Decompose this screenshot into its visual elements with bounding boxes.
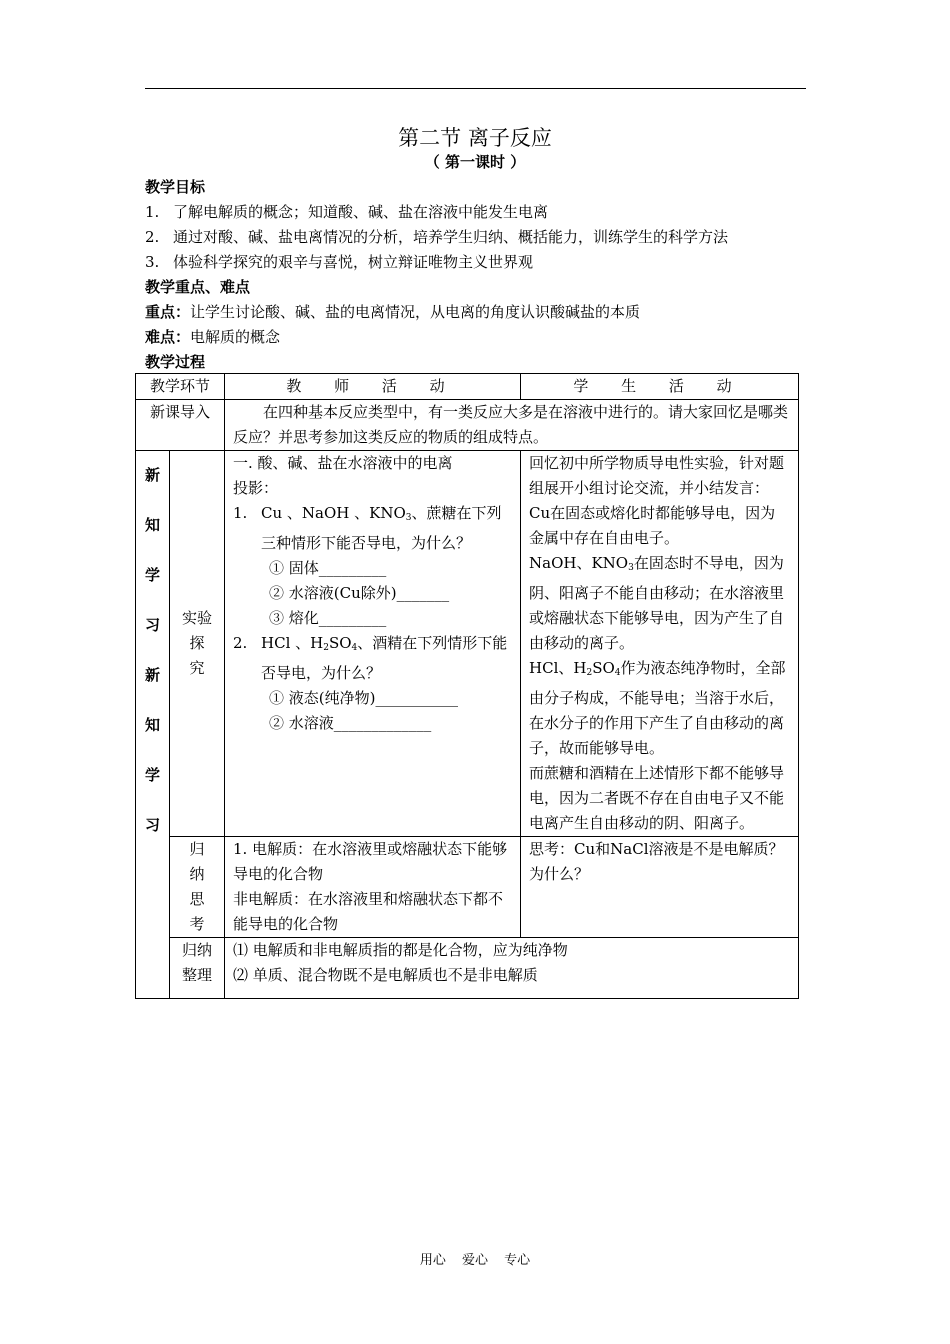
goal-item-2 bbox=[145, 227, 728, 247]
subscript: 4 bbox=[351, 643, 358, 653]
section-label-cell bbox=[136, 451, 170, 999]
intro-text: 在四种基本反应类型中，有一类反应大多是在溶液中进行的。请大家回忆是哪类反应？并思考参加这类反应的物质的组成特点。 bbox=[225, 400, 799, 451]
experiment-row bbox=[136, 451, 799, 837]
q2-option: ① 液态(纯净物)___________ bbox=[269, 689, 458, 707]
student-text-part: 作为液态纯净物时，全部由分子构成，不能导电；当溶于水后，在水分子的作用下产生了自由移动的离子，故而能够导电。 bbox=[529, 659, 786, 757]
induction-row bbox=[136, 837, 799, 938]
q1-option: ③ 熔化_________ bbox=[269, 609, 387, 627]
question-number: 1. bbox=[233, 504, 248, 522]
section-char: 学 bbox=[144, 566, 160, 584]
difficulty-label: 难点： bbox=[145, 328, 191, 346]
question-2 bbox=[233, 631, 512, 686]
induction-label bbox=[170, 837, 225, 938]
header-student: 学 生 活 动 bbox=[521, 374, 799, 400]
induction-teacher-cell bbox=[225, 837, 521, 938]
summary-line: ⑴ 电解质和非电解质指的都是化合物，应为纯净物 bbox=[233, 941, 568, 959]
subscript: 2 bbox=[323, 643, 329, 653]
student-text-part: HCl、H bbox=[529, 659, 587, 677]
question-text-part: 、酒精在下列情形下能否导电，为什么？ bbox=[261, 634, 508, 682]
experiment-student-cell bbox=[521, 451, 799, 837]
summary-label-line: 归纳 bbox=[182, 941, 213, 959]
header-stage: 教学环节 bbox=[136, 374, 225, 400]
section-label-vertical bbox=[136, 451, 169, 851]
induction-student-cell: 思考：Cu和NaCl溶液是不是电解质？为什么？ bbox=[521, 837, 799, 938]
teaching-process-table bbox=[135, 373, 799, 999]
key-point-text: 让学生讨论酸、碱、盐的电离情况，从电离的角度认识酸碱盐的本质 bbox=[190, 303, 641, 321]
section-char: 习 bbox=[144, 616, 160, 634]
page-subtitle: （ 第一课时 ） bbox=[424, 153, 526, 171]
summary-row bbox=[136, 938, 799, 999]
goal-number: 1. bbox=[145, 203, 160, 221]
experiment-label-line: 实验 bbox=[182, 609, 213, 627]
intro-row bbox=[136, 400, 799, 451]
question-1 bbox=[233, 501, 512, 556]
induction-label-char: 归 bbox=[189, 840, 205, 858]
summary-line: ⑵ 单质、混合物既不是电解质也不是非电解质 bbox=[233, 966, 538, 984]
question-text-part: HCl 、H bbox=[261, 634, 324, 652]
goal-text: 了解电解质的概念；知道酸、碱、盐在溶液中能发生电离 bbox=[173, 203, 549, 221]
header-rule bbox=[145, 88, 806, 89]
experiment-title: 一. 酸、碱、盐在水溶液中的电离 bbox=[233, 454, 453, 472]
goal-text: 通过对酸、碱、盐电离情况的分析，培养学生归纳、概括能力，训练学生的科学方法 bbox=[173, 228, 729, 246]
experiment-label bbox=[170, 451, 225, 837]
student-paragraph: 而蔗糖和酒精在上述情形下都不能够导电，因为二者既不存在自由电子又不能电离产生自由移动的阴、阳离子。 bbox=[529, 764, 785, 832]
section-char: 新 bbox=[144, 666, 160, 684]
process-heading: 教学过程 bbox=[145, 353, 206, 371]
goals-heading: 教学目标 bbox=[145, 178, 206, 196]
student-text-part: SO bbox=[592, 659, 615, 677]
page-title: 第二节 离子反应 bbox=[398, 126, 552, 150]
experiment-label-line: 究 bbox=[189, 659, 205, 677]
student-text-part: NaOH、KNO bbox=[529, 554, 629, 572]
q1-option: ① 固体_________ bbox=[269, 559, 387, 577]
goal-item-3 bbox=[145, 252, 533, 272]
subscript: 4 bbox=[614, 668, 621, 678]
question-number: 2. bbox=[233, 634, 248, 652]
subscript: 3 bbox=[628, 563, 634, 573]
summary-label bbox=[170, 938, 225, 999]
q1-option: ② 水溶液(Cu除外)_______ bbox=[269, 584, 450, 602]
subscript: 3 bbox=[405, 513, 412, 523]
q2-option: ② 水溶液_____________ bbox=[269, 714, 432, 732]
student-paragraph bbox=[529, 656, 790, 761]
question-text-part: 、蔗糖在下列三种情形下能否导电，为什么？ bbox=[261, 504, 502, 552]
experiment-teacher-cell bbox=[225, 451, 521, 837]
section-char: 知 bbox=[144, 716, 160, 734]
header-teacher: 教 师 活 动 bbox=[225, 374, 521, 400]
subscript: 2 bbox=[586, 668, 593, 678]
key-point bbox=[145, 302, 640, 322]
student-paragraph bbox=[529, 551, 790, 656]
electrolyte-definition: 1. 电解质：在水溶液里或熔融状态下能够导电的化合物 bbox=[233, 840, 508, 883]
difficulty-text: 电解质的概念 bbox=[190, 328, 281, 346]
section-char: 知 bbox=[144, 516, 160, 534]
key-point-label: 重点： bbox=[145, 303, 191, 321]
projection-label: 投影： bbox=[233, 479, 279, 497]
induction-label-char: 纳 bbox=[189, 865, 205, 883]
question-text-part: Cu 、NaOH 、KNO bbox=[261, 504, 406, 522]
goal-number: 3. bbox=[145, 253, 160, 271]
section-char: 新 bbox=[144, 466, 160, 484]
goal-item-1 bbox=[145, 202, 548, 222]
student-paragraph: Cu在固态或熔化时都能够导电，因为金属中存在自由电子。 bbox=[529, 504, 776, 547]
question-text bbox=[261, 631, 512, 686]
table-header-row bbox=[136, 374, 799, 400]
summary-cell bbox=[225, 938, 799, 999]
goal-text: 体验科学探究的艰辛与喜悦，树立辩证唯物主义世界观 bbox=[173, 253, 534, 271]
section-char: 习 bbox=[144, 816, 160, 834]
question-text bbox=[261, 501, 512, 556]
page-footer: 用心 爱心 专心 bbox=[419, 1253, 531, 1268]
induction-label-char: 思 bbox=[189, 890, 205, 908]
section-char: 学 bbox=[144, 766, 160, 784]
question-text-part: SO bbox=[328, 634, 352, 652]
non-electrolyte-definition: 非电解质：在水溶液里和熔融状态下都不能导电的化合物 bbox=[233, 890, 504, 933]
student-text-part: 在固态时不导电，因为阴、阳离子不能自由移动；在水溶液里或熔融状态下能够导电，因为产生了自由移动的离子。 bbox=[529, 554, 785, 652]
difficulty-point bbox=[145, 327, 280, 347]
summary-label-line: 整理 bbox=[182, 966, 213, 984]
focus-heading: 教学重点、难点 bbox=[145, 278, 251, 296]
induction-label-char: 考 bbox=[189, 915, 205, 933]
intro-label: 新课导入 bbox=[136, 400, 225, 451]
student-paragraph: 回忆初中所学物质导电性实验，针对题组展开小组讨论交流，并小结发言： bbox=[529, 454, 785, 497]
experiment-label-line: 探 bbox=[189, 634, 205, 652]
goal-number: 2. bbox=[145, 228, 160, 246]
